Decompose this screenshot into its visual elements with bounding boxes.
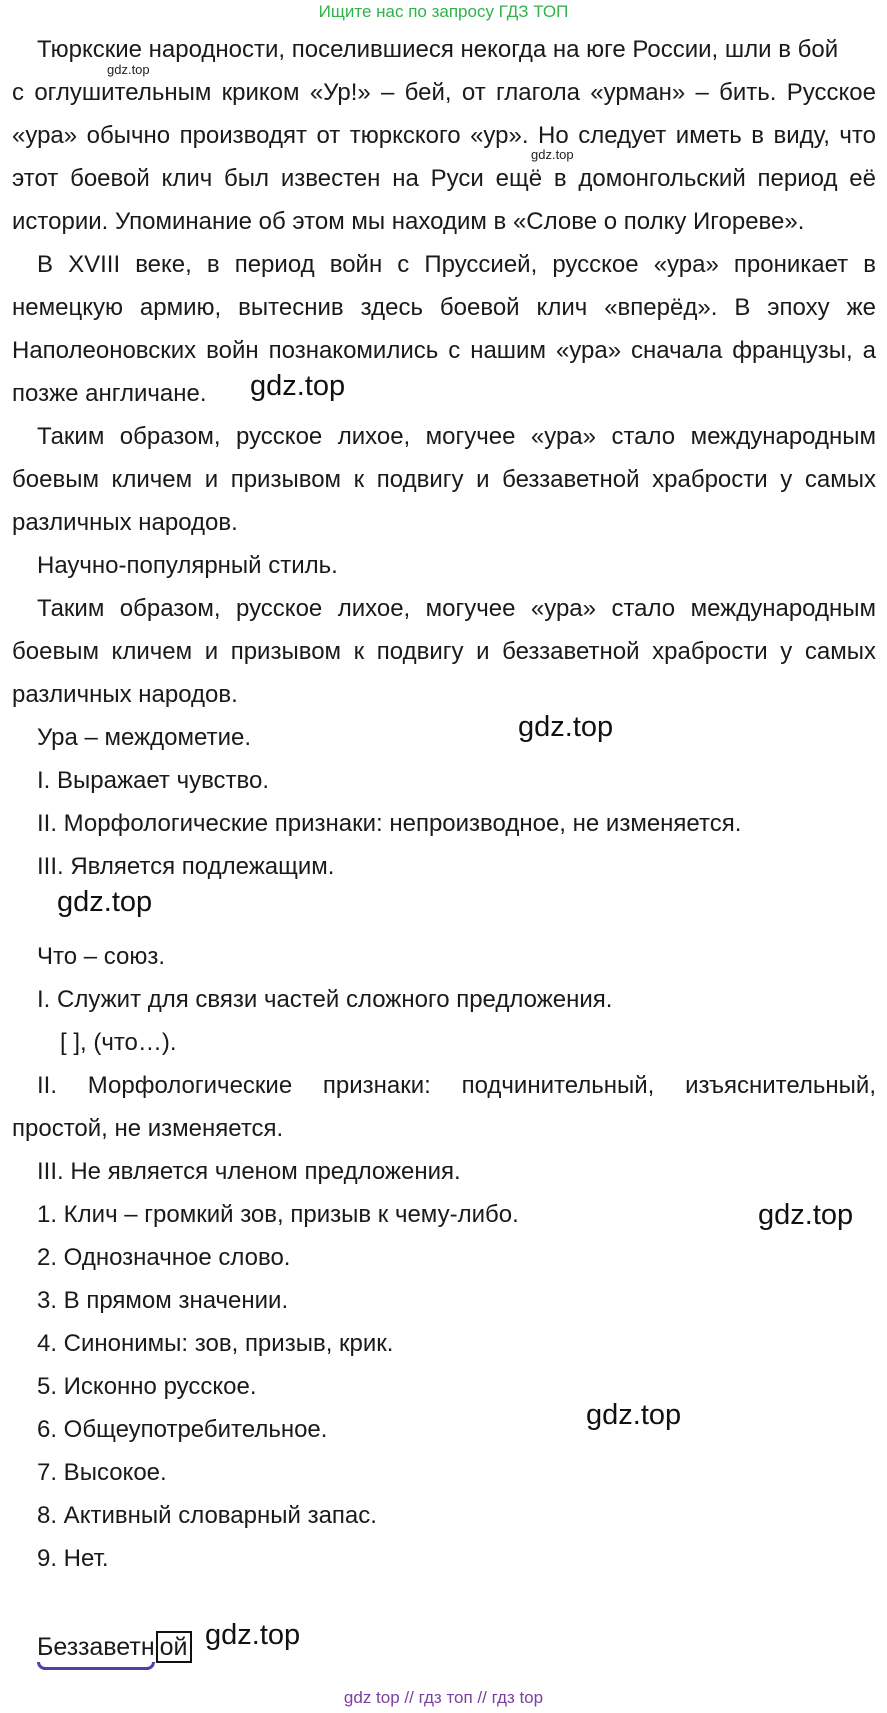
morpheme-analysis — [37, 1630, 192, 1664]
word-stem — [37, 1630, 155, 1664]
text-line: этот боевой клич был известен на Руси ещё в домонгольский период её — [12, 165, 876, 192]
watermark: gdz.top — [57, 886, 153, 918]
watermark: gdz.top — [586, 1399, 682, 1431]
list-item: 6. Общеупотребительное. — [37, 1416, 328, 1443]
watermark: gdz.top — [250, 370, 346, 402]
analysis-line: I. Выражает чувство. — [37, 767, 270, 794]
text-line: истории. Упоминание об этом мы находим в «Слове о полку Игореве». — [12, 208, 805, 235]
text-line: позже англичане. — [12, 380, 207, 407]
watermark: gdz.top — [205, 1619, 301, 1651]
text-line: «ура» обычно производят от тюркского «ур». Но следует иметь в виду, что — [12, 122, 876, 149]
list-item: 7. Высокое. — [37, 1459, 167, 1486]
list-item: 8. Активный словарный запас. — [37, 1502, 377, 1529]
list-item: 3. В прямом значении. — [37, 1287, 289, 1314]
text-line: немецкую армию, вытеснив здесь боевой клич «вперёд». В эпоху же — [12, 294, 876, 321]
text-line: В XVIII веке, в период войн с Пруссией, русское «ура» проникает в — [37, 251, 876, 278]
analysis-line: простой, не изменяется. — [12, 1115, 284, 1142]
style-label: Научно-популярный стиль. — [37, 552, 338, 579]
text-line: Наполеоновских войн познакомились с нашим «ура» сначала французы, а — [12, 337, 876, 364]
analysis-line: I. Служит для связи частей сложного предложения. — [37, 986, 613, 1013]
watermark: gdz.top — [107, 62, 150, 77]
text-line: с оглушительным криком «Ур!» – бей, от глагола «урман» – бить. Русское — [12, 79, 876, 106]
list-item: 9. Нет. — [37, 1545, 109, 1572]
footer-links[interactable]: gdz top // гдз топ // гдз top — [343, 1688, 544, 1707]
watermark: gdz.top — [518, 711, 614, 743]
analysis-line: II. Морфологические признаки: непроизводное, не изменяется. — [37, 810, 742, 837]
analysis-line: III. Является подлежащим. — [37, 853, 335, 880]
text-line: Тюркские народности, поселившиеся некогда на юге России, шли в бой — [37, 36, 839, 63]
analysis-line: II. Морфологические признаки: подчинительный, изъяснительный, — [37, 1072, 876, 1099]
stem-text: Беззаветн — [37, 1633, 155, 1661]
analysis-line: III. Не является членом предложения. — [37, 1158, 461, 1185]
watermark: gdz.top — [758, 1199, 854, 1231]
list-item: 5. Исконно русское. — [37, 1373, 257, 1400]
list-item: 1. Клич – громкий зов, призыв к чему-либо. — [37, 1201, 519, 1228]
site-banner[interactable]: Ищите нас по запросу ГДЗ ТОП — [318, 2, 569, 21]
text-line: различных народов. — [12, 509, 238, 536]
stem-arc-icon — [37, 1662, 155, 1670]
list-item: 4. Синонимы: зов, призыв, крик. — [37, 1330, 394, 1357]
text-line: Таким образом, русское лихое, могучее «ура» стало международным — [37, 595, 876, 622]
text-line: различных народов. — [12, 681, 238, 708]
word-ending: ой — [156, 1631, 192, 1663]
analysis-line: Что – союз. — [37, 943, 166, 970]
text-line: Таким образом, русское лихое, могучее «ура» стало международным — [37, 423, 876, 450]
text-line: боевым кличем и призывом к подвигу и беззаветной храбрости у самых — [12, 466, 876, 493]
watermark: gdz.top — [531, 147, 574, 162]
text-line: боевым кличем и призывом к подвигу и беззаветной храбрости у самых — [12, 638, 876, 665]
sentence-scheme: [ ], (что…). — [60, 1029, 177, 1056]
list-item: 2. Однозначное слово. — [37, 1244, 291, 1271]
analysis-line: Ура – междометие. — [37, 724, 251, 751]
